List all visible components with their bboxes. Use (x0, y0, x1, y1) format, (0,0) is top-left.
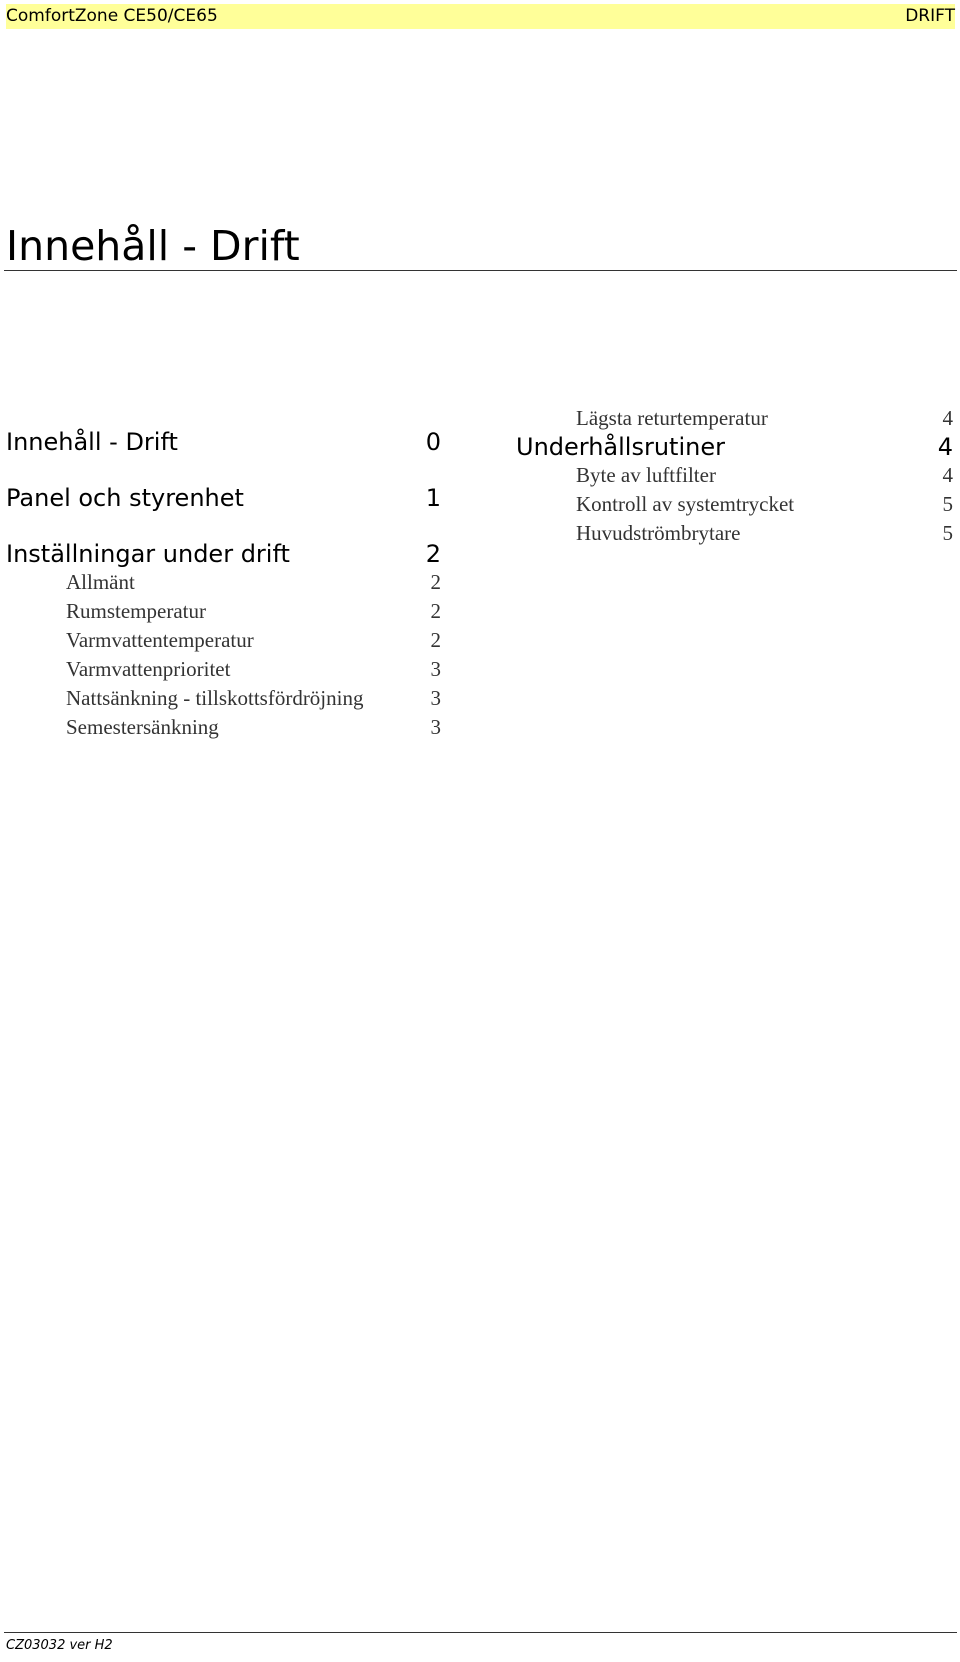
toc-entry-label: Innehåll - Drift (6, 428, 178, 456)
running-header (6, 4, 955, 29)
toc-entry-label: Inställningar under drift (6, 540, 290, 568)
footer-divider (4, 1632, 957, 1633)
toc-subentry-page: 2 (430, 599, 441, 623)
toc-right-column (516, 404, 953, 548)
toc-subentry[interactable] (6, 568, 441, 597)
toc-subentry-page: 2 (430, 628, 441, 652)
toc-subentry[interactable] (6, 655, 441, 684)
toc-entry-page: 2 (425, 540, 441, 568)
toc-subentry-label: Lägsta returtemperatur (576, 406, 768, 430)
toc-subentry-label: Varmvattentemperatur (66, 628, 254, 652)
toc-entry-page: 4 (937, 433, 953, 461)
toc-subentry[interactable] (516, 404, 953, 433)
toc-subentry-page: 3 (430, 686, 441, 710)
toc-subentry-page: 3 (430, 715, 441, 739)
toc-subentry[interactable] (6, 713, 441, 742)
toc-subentry[interactable] (516, 490, 953, 519)
toc-entry[interactable] (6, 428, 441, 456)
toc-subentry-page: 5 (942, 521, 953, 545)
toc-entry-page: 0 (425, 428, 441, 456)
toc-subentry-label: Semestersänkning (66, 715, 219, 739)
toc-subentry-page: 4 (942, 406, 953, 430)
title-divider (4, 270, 957, 271)
toc-subentry-label: Allmänt (66, 570, 135, 594)
toc-subentry[interactable] (6, 626, 441, 655)
toc-subentry-page: 5 (942, 492, 953, 516)
toc-entry-page: 1 (425, 484, 441, 512)
toc-subentry-label: Huvudströmbrytare (576, 521, 741, 545)
toc-subentry-label: Rumstemperatur (66, 599, 206, 623)
toc-entry[interactable] (6, 484, 441, 512)
toc-subentry-page: 4 (942, 463, 953, 487)
toc-entry-label: Underhållsrutiner (516, 433, 725, 461)
toc-subentry-page: 3 (430, 657, 441, 681)
footer-document-id: CZ03032 ver H2 (6, 1638, 113, 1653)
toc-subentry[interactable] (516, 519, 953, 548)
toc-entry[interactable] (6, 540, 441, 568)
toc-subentry[interactable] (516, 461, 953, 490)
header-section-name: DRIFT (905, 6, 955, 26)
toc-subentry-label: Varmvattenprioritet (66, 657, 231, 681)
toc-subentry[interactable] (6, 684, 441, 713)
toc-entry-label: Panel och styrenhet (6, 484, 244, 512)
toc-subentry[interactable] (6, 597, 441, 626)
toc-left-column (6, 428, 441, 742)
toc-subentry-label: Kontroll av systemtrycket (576, 492, 795, 516)
header-product-name: ComfortZone CE50/CE65 (6, 6, 218, 26)
toc-subentry-label: Byte av luftfilter (576, 463, 716, 487)
toc-subentry-label: Nattsänkning - tillskottsfördröjning (66, 686, 364, 710)
toc-subentry-page: 2 (430, 570, 441, 594)
toc-entry[interactable] (516, 433, 953, 461)
page-title: Innehåll - Drift (6, 222, 300, 270)
